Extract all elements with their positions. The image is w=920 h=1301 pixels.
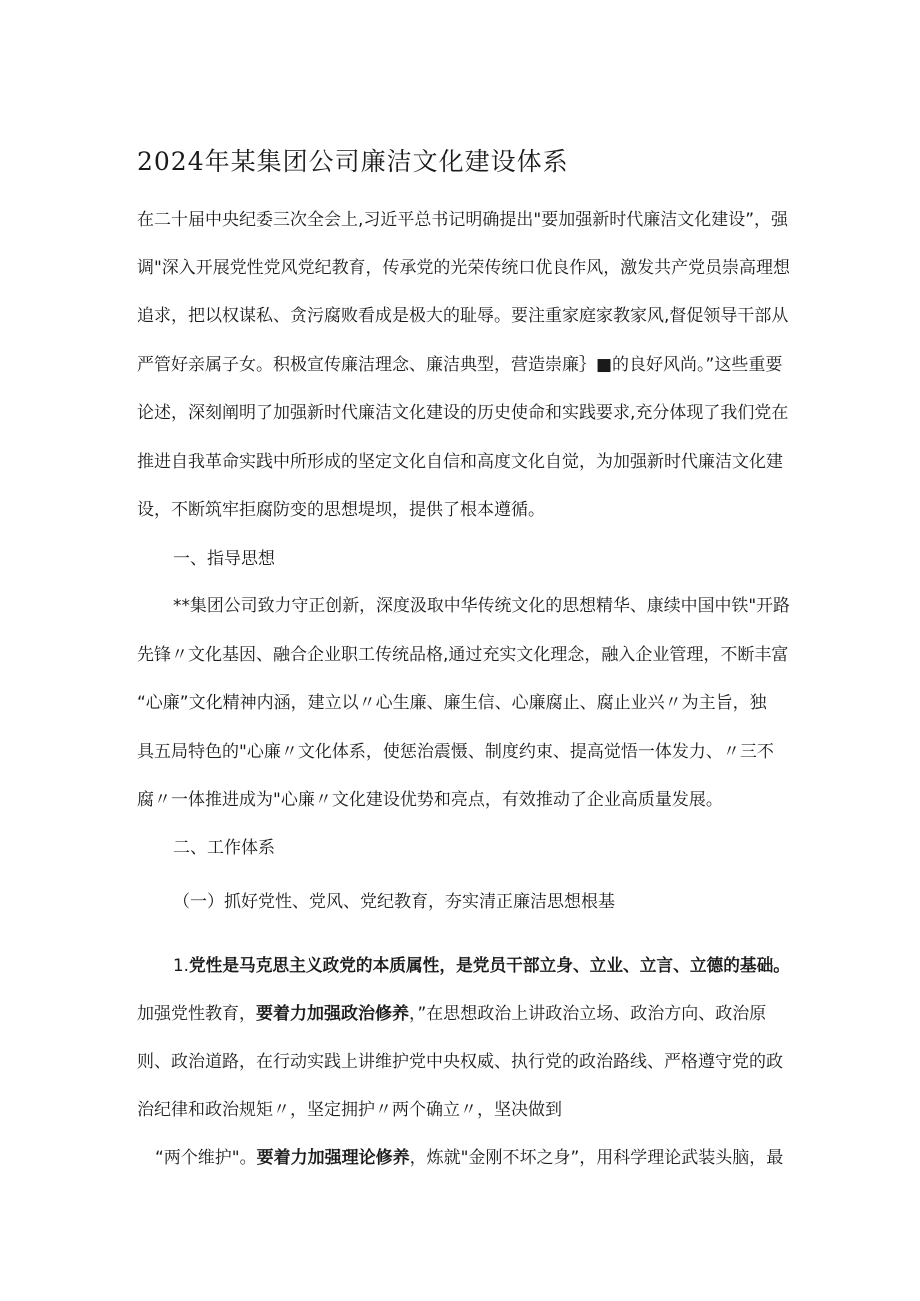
section-heading-guiding-thought: 一、指导思想 — [173, 549, 275, 569]
guiding-line: 具五局特色的"心廉〃文化体系，使惩治震慑、制度约束、提高觉悟一体发力、〃三不 — [137, 742, 774, 762]
item-number: 1. — [173, 956, 189, 976]
text-segment: 加强党性教育， — [137, 1004, 256, 1024]
guiding-line: 先锋〃文化基因、融合企业职工传统品格,通过充实文化理念，融入企业管理，不断丰富 — [137, 645, 789, 665]
intro-line: 论述，深刻阐明了加强新时代廉洁文化建设的历史使命和实践要求,充分体现了我们党在 — [137, 403, 789, 423]
text-segment: ，”在思想政治上讲政治立场、政治方向、政治原 — [409, 1004, 767, 1024]
subsection-heading-education: （一）抓好党性、党风、党纪教育，夯实清正廉洁思想根基 — [173, 892, 615, 912]
item-1-line: 治纪律和政治规矩〃，坚定拥护〃两个确立〃，坚决做到 — [137, 1100, 562, 1120]
intro-line: 推进自我革命实践中所形成的坚定文化自信和高度文化自觉，为加强新时代廉洁文化建 — [137, 452, 783, 472]
section-heading-work-system: 二、工作体系 — [173, 838, 275, 858]
guiding-line: **集团公司致力守正创新，深度汲取中华传统文化的思想精华、康续中国中铁"开路 — [173, 596, 790, 616]
intro-line: 追求，把以权谋私、贪污腐败看成是极大的耻辱。要注重家庭家教家风,督促领导干部从 — [137, 306, 789, 326]
item-1-line — [155, 1146, 783, 1170]
text-segment: “两个维护"。 — [155, 1148, 257, 1168]
guiding-line: “心廉”文化精神内涵，建立以〃心生廉、廉生信、心廉腐止、腐止业兴〃为主旨，独 — [137, 693, 767, 713]
text-segment: ，炼就"金刚不坏之身”，用科学理论武装头脑，最 — [409, 1148, 784, 1168]
bold-segment: 要着力加强政治修养 — [256, 1004, 409, 1024]
intro-line: 设，不断筑牢拒腐防变的思想堤坝，提供了根本遵循。 — [137, 500, 545, 520]
intro-line: 严管好亲属子女。积极宣传廉洁理念、廉洁典型，营造崇廉｝■的良好风尚。”这些重要 — [137, 355, 783, 375]
intro-line: 调"深入开展党性党风党纪教育，传承党的光荣传统口优良作风，激发共产党员崇高理想 — [137, 258, 790, 278]
guiding-line: 腐〃一体推进成为"心廉〃文化建设优势和亮点，有效推动了企业高质量发展。 — [137, 790, 723, 810]
bold-segment: 要着力加强理论修养 — [256, 1148, 410, 1168]
item-bold-lead: 党性是马克思主义政党的本质属性，是党员干部立身、立业、立言、立德的基础。 — [188, 956, 790, 976]
item-1-lead — [173, 954, 790, 978]
item-1-line — [137, 1002, 766, 1026]
intro-line: 在二十届中央纪委三次全会上,习近平总书记明确提出"要加强新时代廉洁文化建设”，强 — [137, 210, 789, 230]
item-1-line: 则、政治道路，在行动实践上讲维护党中央权威、执行党的政治路线、严格遵守党的政 — [137, 1052, 783, 1072]
document-title: 2024年某集团公司廉洁文化建设体系 — [137, 147, 569, 176]
